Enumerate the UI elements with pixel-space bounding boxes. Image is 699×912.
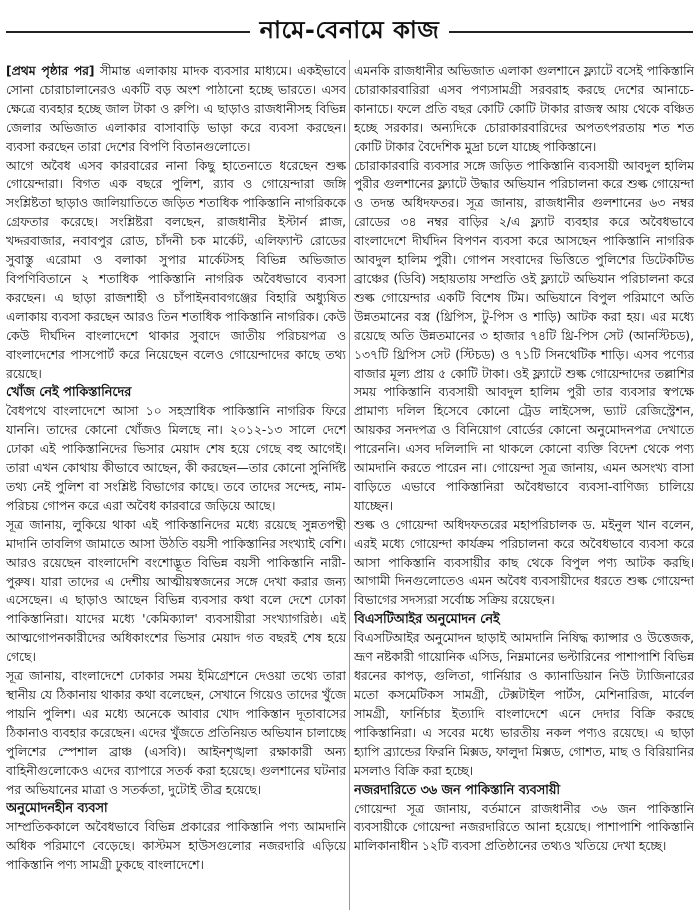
article-paragraph: শুল্ক ও গোয়েন্দা অধিদফতরের মহাপরিচালক ড. মইনুল খান বলেন, এরই মধ্যে গোয়েন্দা কার্যক্রম পরিচালনা করে অবৈধভাবে ব্যবসা করে আসা পাকিস্তানি ব্যবসায়ীর কাছ থেকে বিপুল পণ্য আটক করছি। আগামী দিনগুলোতেও এমন অবৈধ ব্যবসায়ীদের ধরতে শুল্ক গোয়েন্দা বিভাগের সদস্যরা সর্বোচ্চ সক্রিয় রয়েছেন। xyxy=(354,517,694,608)
subheading: খোঁজ নেই পাকিস্তানিদের xyxy=(6,385,132,401)
masthead-rule-left xyxy=(6,31,250,33)
subheading: নজরদারিতে ৩৬ জন পাকিস্তানি ব্যবসায়ী xyxy=(354,782,561,798)
article-paragraph: বৈধপথে বাংলাদেশে আসা ১০ সহস্রাধিক পাকিস্তানি নাগরিক ফিরে যাননি। তাদের কোনো খোঁজও মিলছে না। ২০১২-১৩ সালে দেশে ঢোকা এই পাকিস্তানিদের ভিসার মেয়াদ শেষ হয়ে গেছে বহু আগেই। তারা এখন কোথায় কীভাবে আছেন, কী করছেন—তার কোনো সুনির্দিষ্ট তথ্য নেই পুলিশ বা সংশ্লিষ্ট বিভাগের কাছে। তবে তাদের সন্দেহ, নাম-পরিচয় গোপন করে এরা অবৈধ কারবারে জড়িয়ে আছে। xyxy=(6,404,346,513)
paragraph-text: সীমান্ত এলাকায় মাদক ব্যবসার মাধ্যমে। একইভাবে সোনা চোরাচালানেরও একটি বড় অংশ পাঠানো হচ্ছে ভারতে। এসব ক্ষেত্রে ব্যবহার হচ্ছে জাল টাকা ও রুপি। এ ছাড়াও রাজধানীসহ বিভিন্ন জেলার অভিজাত এলাকার বাসাবাড়ি ভাড়া করে ব্যবসা করছেন। ব্যবসা করছেন তারা দেশের বিপণি বিতানগুলোতে। xyxy=(6,64,346,154)
article-paragraph: সাম্প্রতিককালে অবৈধভাবে বিভিন্ন প্রকারের পাকিস্তানি পণ্য আমদানি অধিক পরিমাণে বেড়েছে। কাস্টমস হাউসগুলোর নজরদারি এড়িয়ে পাকিস্তানি পণ্য সামগ্রী ঢুকছে বাংলাদেশে। xyxy=(6,820,346,873)
article-paragraph: বিএসটিআইর অনুমোদন ছাড়াই আমদানি নিষিদ্ধ ক্যান্সার ও উত্তেজক, ভ্রূণ নষ্টকারী গায়োনিক এসিড, নিম্নমানের ভল্টারিনের পাশাপাশি বিভিন্ন ধরনের কাপড়, গুলিতা, গার্নিয়ার ও ক্যানাডিয়ান নিউ ট্যাজিনারের মতো কসমেটিকস সামগ্রী, টেক্সটাইল পার্টস, মেশিনারিজ, মার্বেল সামগ্রী, ফার্নিচার ইত্যাদি বাংলাদেশে এনে দেদার বিক্রি করছে পাকিস্তানিরা। এ সবের মধ্যে ভারতীয় নকল পণ্যও রয়েছে। এ ছাড়া হ্যাপি ব্র্যান্ডের ফিরনি মিক্সড, ফালুদা মিক্সড, গোশত, মাছ ও বিরিয়ানির মসলাও বিক্রি করা হচ্ছে। xyxy=(354,631,694,778)
column-divider xyxy=(349,60,350,910)
article-paragraph xyxy=(6,62,346,157)
subheading: অনুমোদনহীন ব্যবসা xyxy=(6,801,108,817)
masthead-rule-right xyxy=(449,31,693,33)
article-column-right xyxy=(354,62,694,910)
article-paragraph: গোয়েন্দা সূত্র জানায়, বর্তমানে রাজধানীর ৩৬ জন পাকিস্তানি ব্যবসায়ীকে গোয়েন্দা নজরদারিতে আনা হয়েছে। পাশাপাশি পাকিস্তানি মালিকানাধীন ১২টি ব্যবসা প্রতিষ্ঠানের তথ্যও খতিয়ে দেখা হচ্ছে। xyxy=(354,801,694,854)
page-title: নামে-বেনামে কাজ xyxy=(259,16,440,44)
section-masthead xyxy=(0,0,699,62)
article-paragraph: এমনকি রাজধানীর অভিজাত এলাকা গুলশানে ফ্ল্যাটে বসেই পাকিস্তানি চোরাকারবারিরা এসব পণ্যসামগ্রী সরবরাহ করছে দেশের আনাচে-কানাচে। ফলে প্রতি বছর কোটি কোটি টাকার রাজস্ব আয় থেকে বঞ্চিত হচ্ছে সরকার। অন্যদিকে চোরাকারবারিদের অপতৎপরতায় শত শত কোটি টাকার বৈদেশিক মুদ্রা চলে যাচ্ছে পাকিস্তানে। xyxy=(354,64,694,154)
continuation-label: [প্রথম পৃষ্ঠার পর] xyxy=(6,64,95,78)
article-paragraph: আগে অবৈধ এসব কারবারের নানা কিছু হাতেনাতে ধরেছেন শুল্ক গোয়েন্দারা। বিগত এক বছরে পুলিশ, র‌্যাব ও গোয়েন্দারা জঙ্গি সংশ্লিষ্টতা ছাড়াও জালিয়াতিতে জড়িত শতাধিক পাকিস্তানি নাগরিককে গ্রেফতার করেছে। সংশ্লিষ্টরা বলছেন, রাজধানীর ইস্টার্ন প্লাজ, খদ্দরবাজার, নবাবপুর রোড, চাঁদনী চক মার্কেট, এলিফ্যান্ট রোডের সুবাস্তু এরোমা ও বলাকা সুপার মার্কেটসহ বিভিন্ন অভিজাত বিপণিবিতানে ২ শতাধিক পাকিস্তানি নাগরিক অবৈধভাবে ব্যবসা করছেন। এ ছাড়া রাজশাহী ও চাঁপাইনবাবগঞ্জের বিহারি অধ্যুষিত এলাকায় ব্যবসা করছেন আরও তিন শতাধিক পাকিস্তানি নাগরিক। কেউ কেউ দীর্ঘদিন বাংলাদেশে থাকার সুবাদে জাতীয় পরিচয়পত্র ও বাংলাদেশের পাসপোর্ট করে নিয়েছেন বলেও গোয়েন্দাদের কাছে তথ্য রয়েছে। xyxy=(6,158,346,381)
article-paragraph: সূত্র জানায়, বাংলাদেশে ঢোকার সময় ইমিগ্রেশনে দেওয়া তথ্যে তারা স্থানীয় যে ঠিকানায় থাকার কথা বলেছেন, সেখানে গিয়েও তাদের খুঁজে পায়নি পুলিশ। এর মধ্যে অনেকে আবার খোদ পাকিস্তান দূতাবাসের ঠিকানাও ব্যবহার করেছেন। এদের খুঁজতে প্রতিনিয়ত অভিযান চালাচ্ছে পুলিশের স্পেশাল ব্রাঞ্চ (এসবি)। আইনশৃঙ্খলা রক্ষাকারী অন্য বাহিনীগুলোকেও এদের ব্যাপারে সতর্ক করা হয়েছে। গুলশানের ঘটনার পর অভিযানের মাত্রা ও সতর্কতা, দুটোই তীব্র হয়েছে। xyxy=(6,669,346,797)
subheading: বিএসটিআইর অনুমোদন নেই xyxy=(354,612,500,628)
article-paragraph: চোরাকারবারি ব্যবসার সঙ্গে জড়িত পাকিস্তানি ব্যবসায়ী আবদুল হালিম পুরীর গুলশানের ফ্ল্যাটে উদ্ধার অভিযান পরিচালনা করে শুল্ক গোয়েন্দা ও তদন্ত অধিদফতর। সূত্র জানায়, রাজধানীর গুলশানের ৬৩ নম্বর রোডের ৩৪ নম্বর বাড়ির ২/এ ফ্ল্যাট ব্যবহার করে অবৈধভাবে বাংলাদেশে দীর্ঘদিন বিপণন ব্যবসা করে আসছেন পাকিস্তানি নাগরিক আবদুল হালিম পুরী। গোপন সংবাদের ভিত্তিতে পুলিশের ডিটেকটিভ ব্রাঞ্চের (ডিবি) সহায়তায় সম্প্রতি ওই ফ্ল্যাটে অভিযান পরিচালনা করে শুল্ক গোয়েন্দার একটি বিশেষ টিম। অভিযানে বিপুল পরিমাণে অতি উন্নতমানের বস্ত্র (থ্রিপিস, টু-পিস ও শাড়ি) আটক করা হয়। এর মধ্যে রয়েছে অতি উন্নতমানের ৩ হাজার ৭৪টি থ্রি-পিস সেট (আনস্টিচড), ১৩৭টি থ্রিপিস সেট (স্টিচড) ও ৭১টি সিনথেটিক শাড়ি। এসব পণ্যের বাজার মূল্য প্রায় ৫ কোটি টাকা। ওই ফ্ল্যাটে শুল্ক গোয়েন্দাদের তল্লাশির সময় পাকিস্তানি ব্যবসায়ী আবদুল হালিম পুরী তার ব্যবসার স্বপক্ষে প্রামাণ্য দলিল হিসেবে কোনো ট্রেড লাইসেন্স, ভ্যাট রেজিস্ট্রেশন, আয়কর সনদপত্র ও বিনিয়োগ বোর্ডের কোনো অনুমোদনপত্র দেখাতে পারেননি। এসব দলিলাদি না থাকলে কোনো ব্যক্তি বিদেশ থেকে পণ্য আমদানি করতে পারেন না। গোয়েন্দা সূত্র জানায়, এমন অসংখ্য বাসা বাড়িতে এভাবে পাকিস্তানিরা অবৈধভাবে ব্যবসা-বাণিজ্য চালিয়ে যাচ্ছেন। xyxy=(354,158,694,513)
article-paragraph: সূত্র জানায়, লুকিয়ে থাকা এই পাকিস্তানিদের মধ্যে রয়েছে সুন্নতপন্থী মাদানি তাবলিগ জামাতে আসা উঠতি বয়সী পাকিস্তানির সংখ্যাই বেশি। আরও রয়েছেন বাংলাদেশি বংশোদ্ভূত বিভিন্ন বয়সী পাকিস্তানি নারী-পুরুষ। যারা তাদের এ দেশীয় আত্মীয়স্বজনের সঙ্গে দেখা করার জন্য এসেছেন। এ ছাড়াও আছেন বিভিন্ন ব্যবসার কথা বলে দেশে ঢোকা পাকিস্তানিরা। যাদের মধ্যে 'কেমিক্যাল' ব্যবসায়ীরা সংখ্যাগরিষ্ঠ। এই আত্মগোপনকারীদের অধিকাংশের ভিসার মেয়াদ গত বছরই শেষ হয়ে গেছে। xyxy=(6,517,346,665)
article-column-left xyxy=(6,62,346,910)
